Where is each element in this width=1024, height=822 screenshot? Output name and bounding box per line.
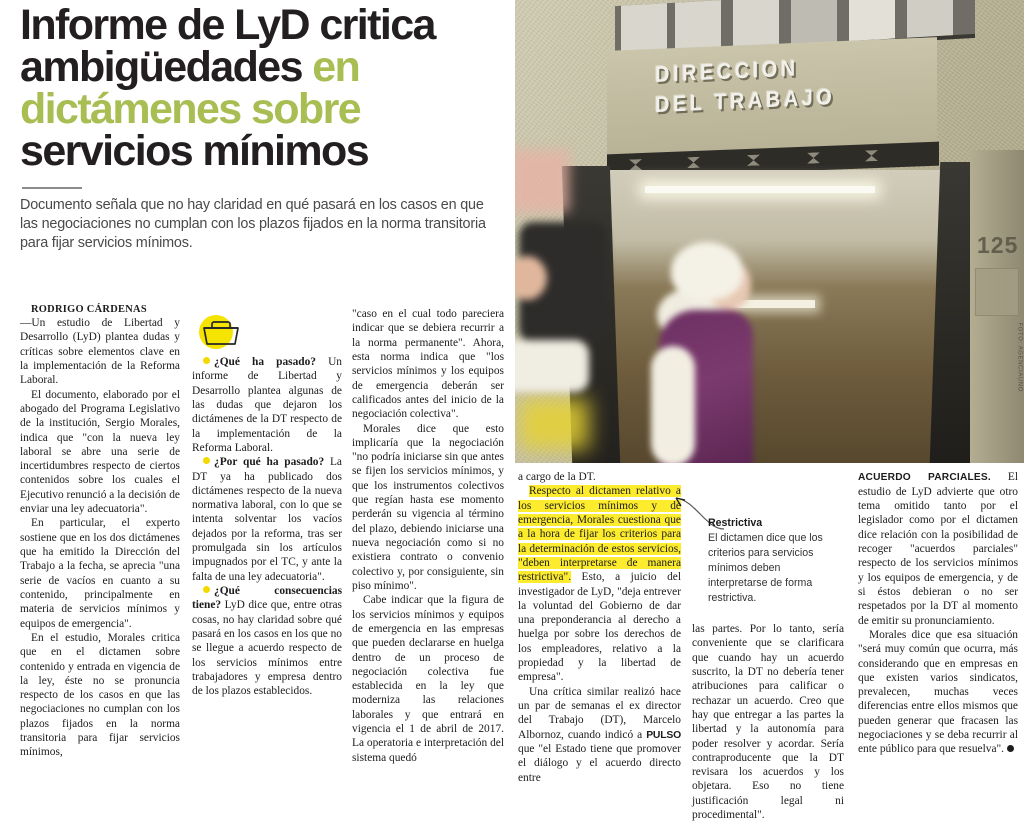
photo-street-number: 125 bbox=[977, 232, 1019, 258]
paragraph: Morales dice que esto implicaría que la negociación "no podría iniciarse sin que antes se fijen los servicios mínimos, y que los instrumentos colectivos que regían hasta ese momento perderán su vigencia al término del plazo, debiendo iniciarse una nueva negociación como si no existiera contrato o convenio colectivo y, por consiguiente, sin piso mínimo". bbox=[352, 422, 504, 592]
callout-body: El dictamen dice que los criterios para servicios mínimos deben interpretarse de forma restrictiva. bbox=[708, 532, 823, 605]
paragraph-body: El estudio de LyD advierte que otro tema omitido tanto por el legislador como por el dictamen dice relación con la posibilidad de recoger "acuerdos parciales" respecto de los servicios mínimos y los equipos de emergencia, y de si éstos debieran o no ser respetados por la DT al momento de emitir su pronunciamiento. bbox=[858, 471, 1018, 627]
qa-item-3 bbox=[192, 584, 342, 699]
paragraph: Cabe indicar que la figura de los servicios mínimos y equipos de emergencia en las empresas que pueden declararse en huelga dentro de un proceso de negociación colectiva fue establecida en la ley que moderniza las relaciones laborales y que entrará en vigencia el 1 de abril de 2017. La operatoria e interpretación del sistema quedó bbox=[352, 594, 504, 764]
paragraph: las partes. Por lo tanto, sería conveniente que se clarificara que cuando hay un acuerdo suscrito, la DT no debería tener atribuciones para calificar o rechazar un acuerdo. Creo que hay que entregar a las partes la libertad y la autonomía para poder resolver y acordar. Sería contraproducente que la DT revisara los acuerdos y los objetara. Eso no tiene justificación legal ni procedimental". bbox=[692, 623, 844, 822]
paragraph: "caso en el cual todo pareciera indicar que se debiera recurrir a la norma permanente". Ahora, esta norma indica que "los servicios mínimos y los equipos de emergencia deberán ser calificados antes del inicio de la negociación colectiva". bbox=[352, 308, 504, 421]
qa-item-2 bbox=[192, 455, 342, 584]
qa-answer: La DT ya ha publicado dos dictámenes respecto de la nueva normativa laboral, con lo que se intenta solventar los vacíos dejados por la reforma, tras ser promulgada sin los artículos impugnados por el TC, y ante la falta de una ley adecuatoria". bbox=[192, 456, 342, 583]
article-photo bbox=[515, 0, 1024, 463]
section-kicker: ACUERDO PARCIALES. bbox=[858, 472, 991, 483]
paragraph: El documento, elaborado por el abogado del Programa Legislativo de la institución, Sergio Morales, indica que "con la nueva ley laboral se abre una serie de incertidumbres respecto de ciertos contenidos sobre los cuales el Ejecutivo renunció a la decisión de enviar una ley adecuatoria". bbox=[20, 388, 180, 516]
text-column-1 bbox=[20, 303, 180, 760]
paragraph bbox=[858, 628, 1018, 757]
qa-item-1 bbox=[192, 355, 342, 455]
qa-answer: LyD dice que, entre otras cosas, no hay claridad sobre qué pasará en los casos en los que no se llegue a acuerdo respecto de los servicios mínimos entre trabajadores y empresa dentro de los plazos establecidos. bbox=[192, 599, 342, 698]
paragraph: —Un estudio de Libertad y Desarrollo (LyD) plantea dudas y críticas sobre elementos clave en la implementación de la Reforma Laboral. bbox=[20, 317, 180, 387]
title-divider bbox=[22, 187, 82, 189]
paragraph-tail: Esto, a juicio del investigador de LyD, "deja entrever la voluntad del Gobierno de dar una preponderancia al derecho a huelga por sobre los derechos de los empleadores, relativo a la propiedad y la libertad de empresa". bbox=[518, 571, 681, 684]
callout-title: Restrictiva bbox=[708, 517, 763, 529]
photo-ceiling-light bbox=[645, 186, 875, 193]
qa-question: ¿Qué ha pasado? bbox=[214, 356, 316, 368]
paragraph: En el estudio, Morales critica que en el dictamen sobre contenido y entrada en vigencia de la ley, éste no se pronuncia respecto de los casos en que las negociaciones no cumplan con los plazos fijados en la norma transitoria para fijar servicios mínimos, bbox=[20, 631, 180, 759]
paragraph-part-a: Una crítica similar realizó hace un par de semanas el ex director del Trabajo (DT), Marcelo Albornoz, cuando indicó a bbox=[518, 685, 681, 741]
text-column-3 bbox=[352, 307, 504, 765]
photo-sign-line-1: DIRECCION bbox=[655, 56, 799, 88]
headline-line-2a: ambigüedades bbox=[20, 43, 313, 92]
qa-question: ¿Por qué ha pasado? bbox=[214, 456, 325, 469]
headline-line-1: Informe de LyD critica bbox=[20, 1, 435, 49]
text-column-6 bbox=[858, 470, 1018, 757]
headline-block bbox=[20, 1, 510, 253]
paragraph-with-kicker bbox=[858, 470, 1018, 628]
paragraph-highlighted bbox=[518, 484, 681, 684]
page-title bbox=[20, 1, 510, 176]
photo-building-sign bbox=[655, 49, 915, 121]
paragraph bbox=[518, 685, 681, 785]
bullet-icon bbox=[203, 457, 210, 464]
brand-mention: PULSO bbox=[646, 729, 681, 741]
photo-person-walking bbox=[645, 242, 765, 463]
end-of-article-mark bbox=[1007, 745, 1014, 752]
callout-box bbox=[708, 516, 826, 606]
highlighted-text: Respecto al dictamen relativo a los servicios mínimos y de emergencia, Morales cuestiona que a la hora de fijar los criterios para la determinación de estos servicios, "deben interpretarse de manera restrictiva". bbox=[518, 485, 681, 584]
standfirst: Documento señala que no hay claridad en qué pasará en los casos en que las negociaciones no cumplan con los plazos fijados en la norma transitoria para fijar servicios mínimos. bbox=[20, 196, 486, 251]
headline-line-3: dictámenes sobre bbox=[20, 85, 361, 134]
photo-person-foreground bbox=[515, 222, 621, 372]
photo-wall-plaque bbox=[975, 268, 1019, 316]
paragraph: En particular, el experto sostiene que en los dos dictámenes que ha emitido la Dirección del Trabajo a la fecha, se aprecia "una serie de vacíos en cuanto a su contenido, principalmente en materia de servicios mínimos y equipos de emergencia". bbox=[20, 517, 180, 630]
text-column-4 bbox=[518, 470, 681, 785]
qa-question: ¿Qué consecuencias tiene? bbox=[192, 585, 342, 612]
photo-sign-line-2: DEL TRABAJO bbox=[655, 84, 836, 118]
photo-yellow-glow bbox=[519, 398, 589, 450]
paragraph-part-b: que "el Estado tiene que promover el diálogo y el acuerdo directo entre bbox=[518, 742, 681, 784]
photo-credit: FOTO: AGENCIAUNO bbox=[1016, 322, 1022, 392]
headline-line-2b: en bbox=[312, 43, 360, 92]
text-column-5 bbox=[692, 622, 844, 822]
text-column-2 bbox=[192, 303, 342, 699]
paragraph: a cargo de la DT. bbox=[518, 471, 596, 483]
qa-answer: Un informe de Libertad y Desarrollo plantea algunas de las dudas que dejaron los dictámenes de la DT respecto de la implementación de la Reforma Laboral. bbox=[192, 356, 342, 454]
bullet-icon bbox=[203, 357, 210, 364]
paragraph-body: Morales dice que esa situación "será muy común que ocurra, más considerando que en empresas en que existen varios sindicatos, prevalecen, muchas veces diferencias entre ellos mismos que pueden generar que fracasen las negociaciones y se deba recurrir al ente público para que resuelva". bbox=[858, 628, 1018, 756]
bullet-icon bbox=[203, 586, 210, 593]
photo-blur-foreground bbox=[515, 150, 569, 212]
byline: RODRIGO CÁRDENAS bbox=[31, 304, 147, 315]
headline-line-4: servicios mínimos bbox=[20, 127, 369, 176]
